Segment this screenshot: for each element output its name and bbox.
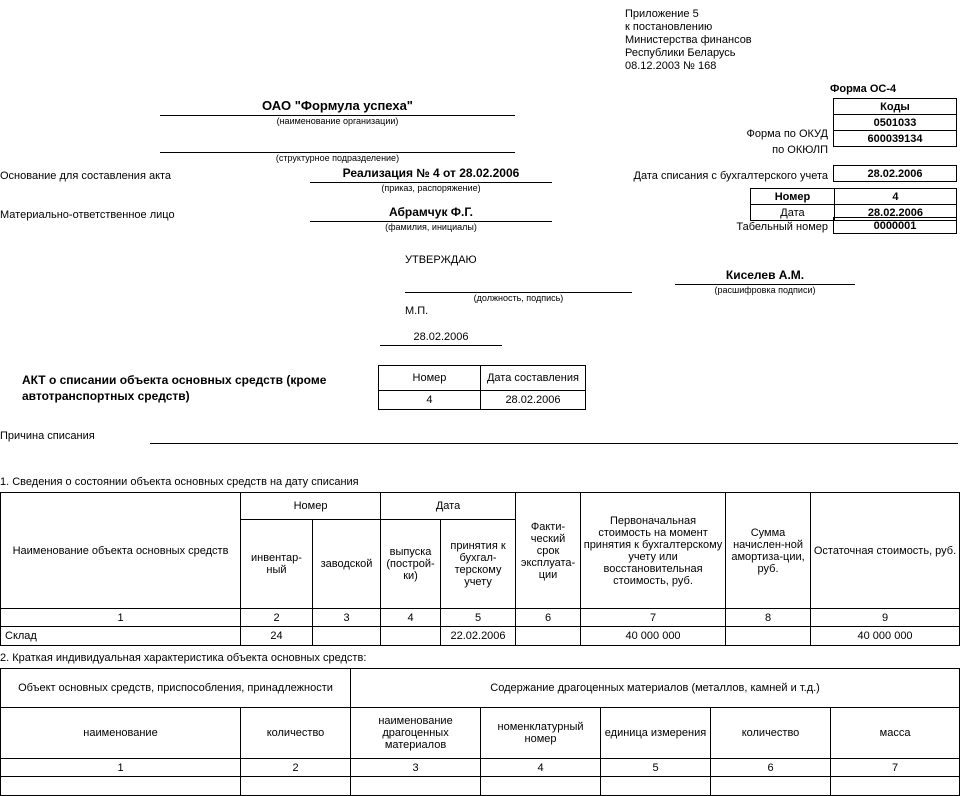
codes-table xyxy=(833,98,957,147)
act-value-number: 4 xyxy=(379,391,481,410)
approve-signer-field xyxy=(675,268,855,295)
approve-date-field xyxy=(380,331,502,346)
code-okulp-label: по ОКЮЛП xyxy=(772,144,828,156)
s1-h-term: Факти-ческий срок эксплуата-ции xyxy=(516,493,581,609)
s2-num-1: 1 xyxy=(1,759,241,777)
s1-num-8: 8 xyxy=(726,609,811,627)
date-label: Дата xyxy=(751,205,835,221)
org-subdivision-value xyxy=(160,136,515,150)
s2-num-5: 5 xyxy=(601,759,711,777)
s1-num-7: 7 xyxy=(581,609,726,627)
s1-h-factory: заводской xyxy=(313,520,381,609)
s2-h-mass: масса xyxy=(831,708,960,759)
s2-row-qty xyxy=(711,777,831,796)
approve-date: 28.02.2006 xyxy=(413,331,469,343)
s2-row-precious-name xyxy=(351,777,481,796)
appendix-line-4: Республики Беларусь xyxy=(625,47,736,59)
s2-h-nomenclature: номенклатурный номер xyxy=(481,708,601,759)
s2-h-object-name: наименование xyxy=(1,708,241,759)
s1-h-inventory: инвентар-ный xyxy=(241,520,313,609)
s2-row-mass xyxy=(831,777,960,796)
approve-title: УТВЕРЖДАЮ xyxy=(405,254,477,266)
s1-h-release: выпуска (построй-ки) xyxy=(381,520,441,609)
s1-row-initial-cost: 40 000 000 xyxy=(581,627,726,646)
s1-num-6: 6 xyxy=(516,609,581,627)
basis-label: Основание для составления акта xyxy=(0,170,172,182)
org-name-field xyxy=(160,98,515,126)
org-name-value: ОАО "Формула успеха" xyxy=(262,98,413,113)
section2-title: 2. Краткая индивидуальная характеристика объекта основных средств: xyxy=(0,652,367,664)
s1-row-inventory: 24 xyxy=(241,627,313,646)
act-title xyxy=(22,372,372,404)
s1-h-name: Наименование объекта основных средств xyxy=(1,493,241,609)
reason-value xyxy=(150,427,958,441)
s1-num-3: 3 xyxy=(313,609,381,627)
codes-title: Коды xyxy=(834,99,957,115)
appendix-line-2: к постановлению xyxy=(625,21,713,33)
s2-row-nomenclature xyxy=(481,777,601,796)
date-value: 28.02.2006 xyxy=(834,205,956,221)
form-code: Форма ОС-4 xyxy=(830,83,897,95)
s1-row-release xyxy=(381,627,441,646)
s2-row-object-qty xyxy=(241,777,351,796)
basis-value: Реализация № 4 от 28.02.2006 xyxy=(342,166,520,180)
section1-title: 1. Сведения о состоянии объекта основных средств на дату списания xyxy=(0,476,359,488)
s2-num-2: 2 xyxy=(241,759,351,777)
s1-num-1: 1 xyxy=(1,609,241,627)
org-name-caption: (наименование организации) xyxy=(276,116,399,126)
number-value: 4 xyxy=(834,189,956,205)
s1-num-5: 5 xyxy=(441,609,516,627)
s1-num-9: 9 xyxy=(811,609,960,627)
code-okud-value: 0501033 xyxy=(834,115,957,131)
tab-number-table xyxy=(833,217,957,234)
act-title-line1: АКТ о списании объекта основных средств (кроме xyxy=(22,373,327,387)
section1-table xyxy=(0,492,959,646)
basis-caption: (приказ, распоряжение) xyxy=(381,183,481,193)
org-subdivision-caption: (структурное подразделение) xyxy=(275,153,400,163)
s2-num-6: 6 xyxy=(711,759,831,777)
responsible-field xyxy=(310,205,552,232)
act-title-line2: автотранспортных средств) xyxy=(22,389,190,403)
approve-position-field xyxy=(405,278,632,303)
table-row xyxy=(1,627,960,646)
code-okulp-value: 600039134 xyxy=(834,131,957,147)
s2-h-precious-name: наименование драгоценных материалов xyxy=(351,708,481,759)
s1-h-date-group: Дата xyxy=(381,493,516,520)
s1-h-residual: Остаточная стоимость, руб. xyxy=(811,493,960,609)
s1-h-initial-cost: Первоначальная стоимость на момент принятия к бухгалтерскому учету или восстановительная стоимость, руб. xyxy=(581,493,726,609)
s1-h-number-group: Номер xyxy=(241,493,381,520)
s1-row-factory xyxy=(313,627,381,646)
s1-num-2: 2 xyxy=(241,609,313,627)
appendix-header xyxy=(625,8,752,73)
responsible-value: Абрамчук Ф.Г. xyxy=(389,205,473,219)
s1-row-depreciation xyxy=(726,627,811,646)
reason-field xyxy=(150,427,958,444)
s1-h-depreciation: Сумма начислен-ной амортиза-ции, руб. xyxy=(726,493,811,609)
s2-h-unit: единица измерения xyxy=(601,708,711,759)
org-subdivision-field xyxy=(160,136,515,163)
table-row xyxy=(1,777,960,796)
s1-row-term xyxy=(516,627,581,646)
approve-position-caption: (должность, подпись) xyxy=(473,293,564,303)
appendix-line-5: 08.12.2003 № 168 xyxy=(625,60,717,72)
tab-number-label: Табельный номер xyxy=(736,221,828,233)
s1-row-accept: 22.02.2006 xyxy=(441,627,516,646)
number-label: Номер xyxy=(751,189,835,205)
writeoff-date-table xyxy=(833,165,957,182)
s1-num-4: 4 xyxy=(381,609,441,627)
act-header-number: Номер xyxy=(379,366,481,391)
s2-h-qty: количество xyxy=(711,708,831,759)
s2-row-object-name xyxy=(1,777,241,796)
writeoff-date-label: Дата списания с бухгалтерского учета xyxy=(633,170,828,182)
s1-row-residual: 40 000 000 xyxy=(811,627,960,646)
responsible-caption: (фамилия, инициалы) xyxy=(385,222,477,232)
s2-num-7: 7 xyxy=(831,759,960,777)
writeoff-date-value: 28.02.2006 xyxy=(834,166,957,182)
stamp-label: М.П. xyxy=(405,305,429,317)
section2-table xyxy=(0,668,959,796)
act-header-date: Дата составления xyxy=(480,366,585,391)
approve-signer: Киселев А.М. xyxy=(725,268,805,282)
responsible-label: Материально-ответственное лицо xyxy=(0,209,175,221)
s2-row-unit xyxy=(601,777,711,796)
s1-h-accept: принятия к бухгал-терскому учету xyxy=(441,520,516,609)
s2-h-precious-group: Содержание драгоценных материалов (металлов, камней и т.д.) xyxy=(351,669,960,708)
act-value-date: 28.02.2006 xyxy=(480,391,585,410)
s2-h-object-group: Объект основных средств, приспособления, принадлежности xyxy=(1,669,351,708)
act-number-date-table xyxy=(378,365,586,410)
code-okud-label: Форма по ОКУД xyxy=(746,128,828,140)
s2-num-4: 4 xyxy=(481,759,601,777)
reason-label: Причина списания xyxy=(0,430,95,442)
s2-num-3: 3 xyxy=(351,759,481,777)
s1-row-name: Склад xyxy=(1,627,241,646)
tab-number-value: 0000001 xyxy=(834,218,957,234)
appendix-line-3: Министерства финансов xyxy=(625,34,752,46)
approve-signer-caption: (расшифровка подписи) xyxy=(714,285,816,295)
basis-field xyxy=(310,166,552,193)
appendix-line-1: Приложение 5 xyxy=(625,8,699,20)
s2-h-object-qty: количество xyxy=(241,708,351,759)
